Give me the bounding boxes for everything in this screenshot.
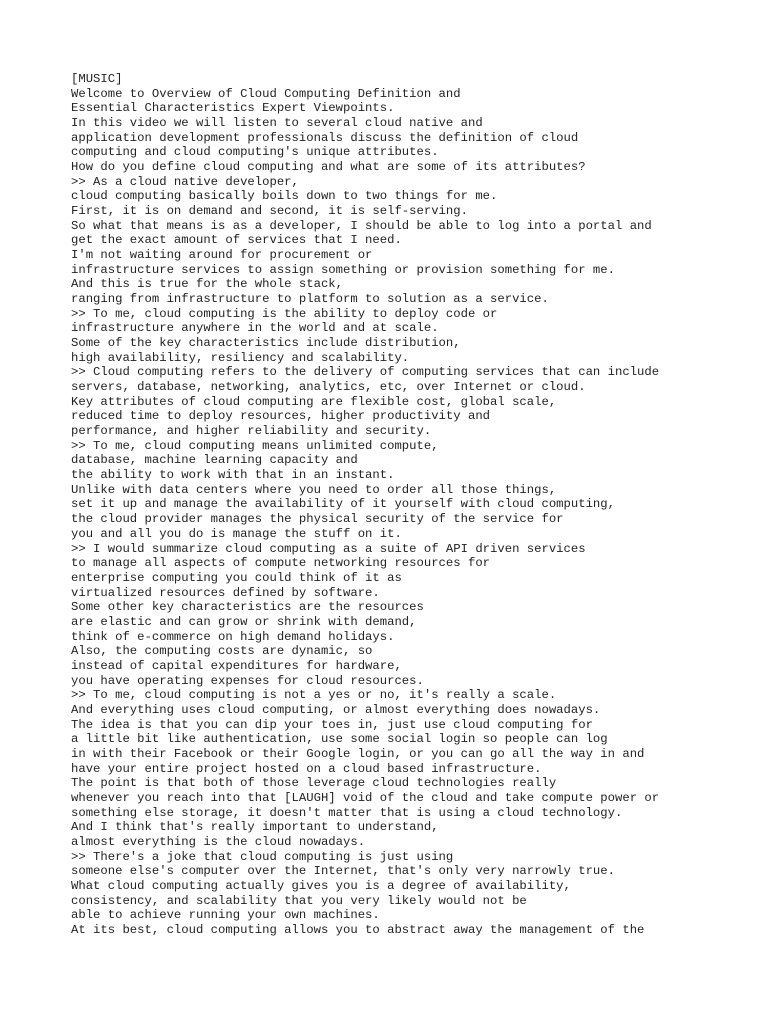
- transcript-line: application development professionals discuss the definition of cloud: [71, 130, 579, 145]
- transcript-line: almost everything is the cloud nowadays.: [71, 834, 366, 849]
- transcript-line: reduced time to deploy resources, higher productivity and: [71, 409, 491, 424]
- transcript-line: >> Cloud computing refers to the delivery of computing services that can include: [71, 365, 660, 380]
- transcript-line: instead of capital expenditures for hardware,: [71, 658, 402, 673]
- transcript-line: a little bit like authentication, use some social login so people can log: [71, 732, 608, 747]
- transcript-line: [MUSIC]: [71, 72, 123, 86]
- transcript-line: >> I would summarize cloud computing as a suite of API driven services: [71, 541, 586, 556]
- transcript-line: infrastructure services to assign something or provision something for me.: [71, 262, 615, 277]
- transcript-line: database, machine learning capacity and: [71, 453, 358, 468]
- transcript-line: >> To me, cloud computing means unlimited compute,: [71, 438, 439, 453]
- transcript-line: >> There's a joke that cloud computing is just using: [71, 849, 454, 864]
- transcript-line: think of e-commerce on high demand holidays.: [71, 629, 395, 644]
- transcript-line: whenever you reach into that [LAUGH] void of the cloud and take compute power or: [71, 790, 660, 805]
- transcript-line: Key attributes of cloud computing are flexible cost, global scale,: [71, 394, 557, 409]
- transcript-line: The point is that both of those leverage cloud technologies really: [71, 776, 557, 791]
- transcript-line: First, it is on demand and second, it is self-serving.: [71, 204, 468, 219]
- transcript-line: Some of the key characteristics include distribution,: [71, 336, 461, 351]
- transcript-line: virtualized resources defined by software.: [71, 585, 380, 600]
- transcript-line: Also, the computing costs are dynamic, so: [71, 644, 373, 659]
- transcript-line: How do you define cloud computing and what are some of its attributes?: [71, 160, 586, 175]
- transcript-line: you and all you do is manage the stuff on it.: [71, 526, 402, 541]
- transcript-line: >> As a cloud native developer,: [71, 174, 299, 189]
- transcript-line: in with their Facebook or their Google login, or you can go all the way in and: [71, 746, 645, 761]
- transcript-line: Unlike with data centers where you need to order all those things,: [71, 482, 557, 497]
- transcript-line: able to achieve running your own machines.: [71, 908, 380, 923]
- transcript-line: high availability, resiliency and scalability.: [71, 350, 410, 365]
- transcript-line: ranging from infrastructure to platform to solution as a service.: [71, 292, 549, 307]
- transcript-line: What cloud computing actually gives you is a degree of availability,: [71, 878, 571, 893]
- transcript-line: And I think that's really important to understand,: [71, 820, 439, 835]
- transcript-line: consistency, and scalability that you very likely would not be: [71, 893, 527, 908]
- transcript-line: someone else's computer over the Internet, that's only very narrowly true.: [71, 864, 615, 879]
- transcript-line: Some other key characteristics are the resources: [71, 600, 424, 615]
- transcript-line: performance, and higher reliability and security.: [71, 424, 432, 439]
- transcript-page: [71, 72, 711, 938]
- transcript-line: servers, database, networking, analytics, etc, over Internet or cloud.: [71, 380, 586, 395]
- transcript-line: set it up and manage the availability of it yourself with cloud computing,: [71, 497, 615, 512]
- transcript-line: Essential Characteristics Expert Viewpoints.: [71, 101, 395, 116]
- transcript-line: And everything uses cloud computing, or almost everything does nowadays.: [71, 702, 601, 717]
- transcript-line: cloud computing basically boils down to two things for me.: [71, 189, 498, 204]
- transcript-line: get the exact amount of services that I need.: [71, 233, 402, 248]
- transcript-line: computing and cloud computing's unique attributes.: [71, 145, 439, 160]
- transcript-line: infrastructure anywhere in the world and at scale.: [71, 321, 439, 336]
- transcript-line: I'm not waiting around for procurement or: [71, 248, 373, 263]
- transcript-line: have your entire project hosted on a cloud based infrastructure.: [71, 761, 542, 776]
- transcript-line: The idea is that you can dip your toes in, just use cloud computing for: [71, 717, 593, 732]
- transcript-line: the ability to work with that in an instant.: [71, 468, 395, 483]
- transcript-line: the cloud provider manages the physical security of the service for: [71, 512, 564, 527]
- transcript-line: So what that means is as a developer, I should be able to log into a portal and: [71, 218, 652, 233]
- transcript-line: At its best, cloud computing allows you to abstract away the management of the: [71, 922, 645, 937]
- transcript-line: something else storage, it doesn't matter that is using a cloud technology.: [71, 805, 623, 820]
- transcript-line: Welcome to Overview of Cloud Computing Definition and: [71, 86, 461, 101]
- transcript-line: >> To me, cloud computing is not a yes or no, it's really a scale.: [71, 688, 557, 703]
- transcript-line: And this is true for the whole stack,: [71, 277, 343, 292]
- transcript-line: In this video we will listen to several cloud native and: [71, 116, 483, 131]
- transcript-line: you have operating expenses for cloud resources.: [71, 673, 424, 688]
- transcript-line: enterprise computing you could think of it as: [71, 570, 402, 585]
- transcript-line: >> To me, cloud computing is the ability to deploy code or: [71, 306, 498, 321]
- transcript-line: are elastic and can grow or shrink with demand,: [71, 614, 417, 629]
- transcript-line: to manage all aspects of compute networking resources for: [71, 556, 491, 571]
